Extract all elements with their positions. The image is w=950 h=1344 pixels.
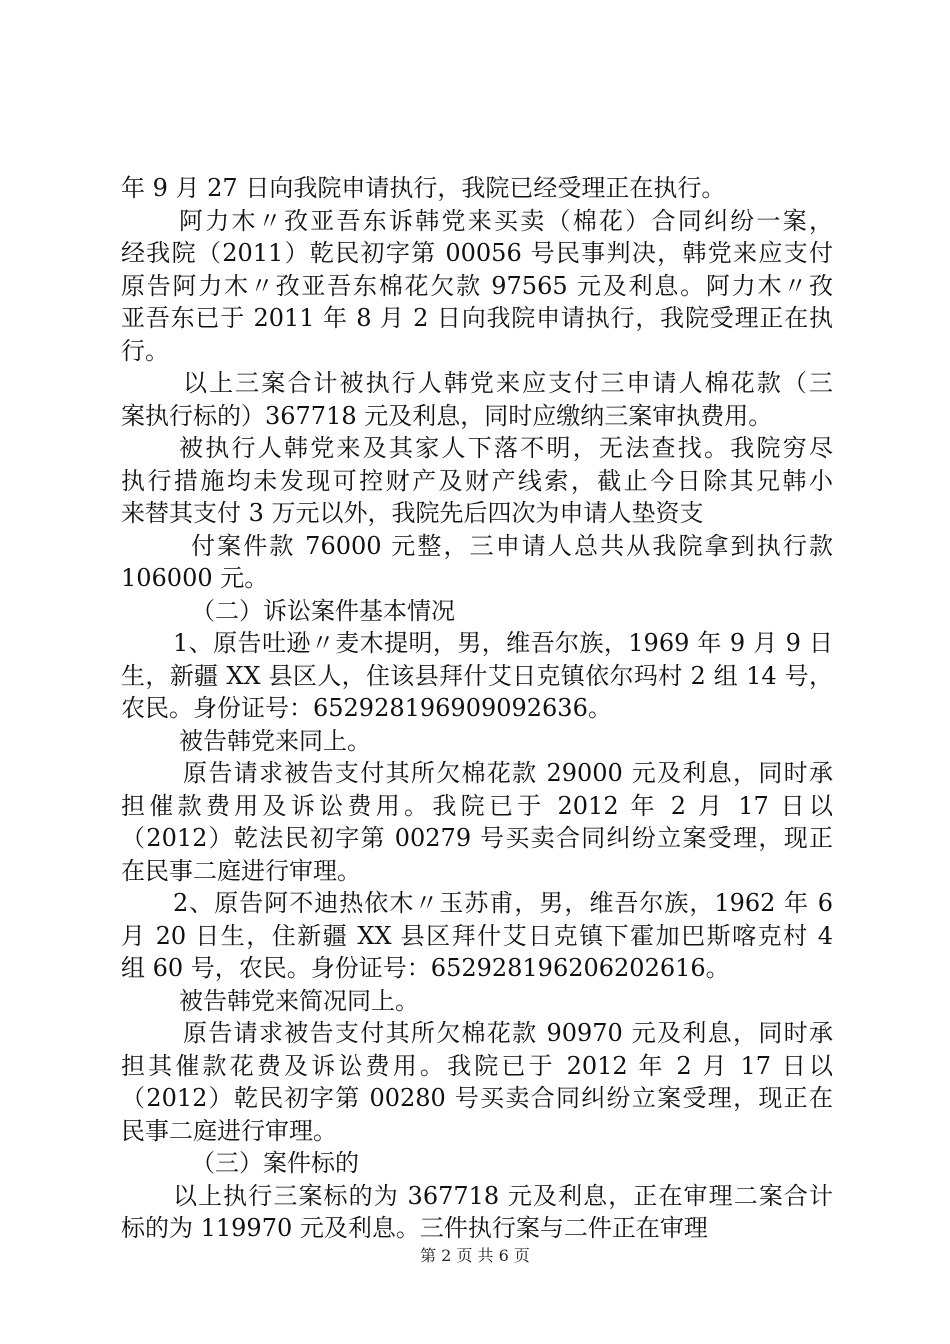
- text-line: 原告请求被告支付其所欠棉花款 90970 元及利息，同时承: [183, 1019, 833, 1047]
- text-line: 标的为 119970 元及利息。三件执行案与二件正在审理: [121, 1214, 708, 1242]
- text-line: 来替其支付 3 万元以外，我院先后四次为申请人垫资支: [121, 499, 704, 527]
- text-line: 行。: [121, 336, 169, 365]
- text-line: 农民。身份证号：652928196909092636。: [121, 694, 612, 722]
- section-heading: （二）诉讼案件基本情况: [191, 596, 455, 625]
- text-line: 执行措施均未发现可控财产及财产线索，截止今日除其兄韩小: [121, 466, 833, 495]
- text-line: 被告韩党来同上。: [179, 726, 371, 755]
- text-line: 原告请求被告支付其所欠棉花款 29000 元及利息，同时承: [183, 759, 833, 787]
- text-line: 付案件款 76000 元整，三申请人总共从我院拿到执行款: [191, 531, 833, 560]
- section-heading: （三）案件标的: [191, 1149, 359, 1177]
- text-line: 1、原告吐逊〃麦木提明，男，维吾尔族，1969 年 9 月 9 日: [173, 629, 833, 657]
- text-line: 经我院（2011）乾民初字第 00056 号民事判决，韩党来应支付: [121, 239, 833, 267]
- text-line: （2012）乾民初字第 00280 号买卖合同纠纷立案受理，现正在: [121, 1084, 833, 1112]
- text-line: 106000 元。: [121, 564, 269, 592]
- text-line: 亚吾东已于 2011 年 8 月 2 日向我院申请执行，我院受理正在执: [121, 304, 833, 332]
- page-footer: 第 2 页 共 6 页: [420, 1246, 530, 1265]
- text-line: 担其催款花费及诉讼费用。我院已于 2012 年 2 月 17 日以: [121, 1051, 833, 1080]
- text-line: 原告阿力木〃孜亚吾东棉花欠款 97565 元及利息。阿力木〃孜: [121, 271, 833, 300]
- text-line: （2012）乾法民初字第 00279 号买卖合同纠纷立案受理，现正: [121, 824, 833, 852]
- text-line: 担催款费用及诉讼费用。我院已于 2012 年 2 月 17 日以: [121, 791, 833, 820]
- text-line: 在民事二庭进行审理。: [121, 856, 361, 885]
- document-body: [121, 172, 833, 1245]
- text-line: 阿力木〃孜亚吾东诉韩党来买卖（棉花）合同纠纷一案，: [179, 206, 833, 235]
- text-line: 被告韩党来简况同上。: [179, 986, 419, 1015]
- text-line: 月 20 日生，住新疆 XX 县区拜什艾日克镇下霍加巴斯喀克村 4: [121, 921, 833, 950]
- text-line: 案执行标的）367718 元及利息，同时应缴纳三案审执费用。: [121, 401, 773, 430]
- text-line: 被执行人韩党来及其家人下落不明，无法查找。我院穷尽: [179, 434, 833, 462]
- text-line: 民事二庭进行审理。: [121, 1116, 337, 1145]
- text-line: 以上三案合计被执行人韩党来应支付三申请人棉花款（三: [183, 369, 833, 397]
- text-line: 组 60 号，农民。身份证号：652928196206202616。: [121, 954, 730, 982]
- text-line: 年 9 月 27 日向我院申请执行，我院已经受理正在执行。: [121, 174, 726, 202]
- text-line: 生，新疆 XX 县区人，住该县拜什艾日克镇依尔玛村 2 组 14 号，: [121, 661, 833, 690]
- text-line: 以上执行三案标的为 367718 元及利息，正在审理二案合计: [173, 1181, 833, 1210]
- text-line: 2、原告阿不迪热依木〃玉苏甫，男，维吾尔族，1962 年 6: [173, 889, 833, 917]
